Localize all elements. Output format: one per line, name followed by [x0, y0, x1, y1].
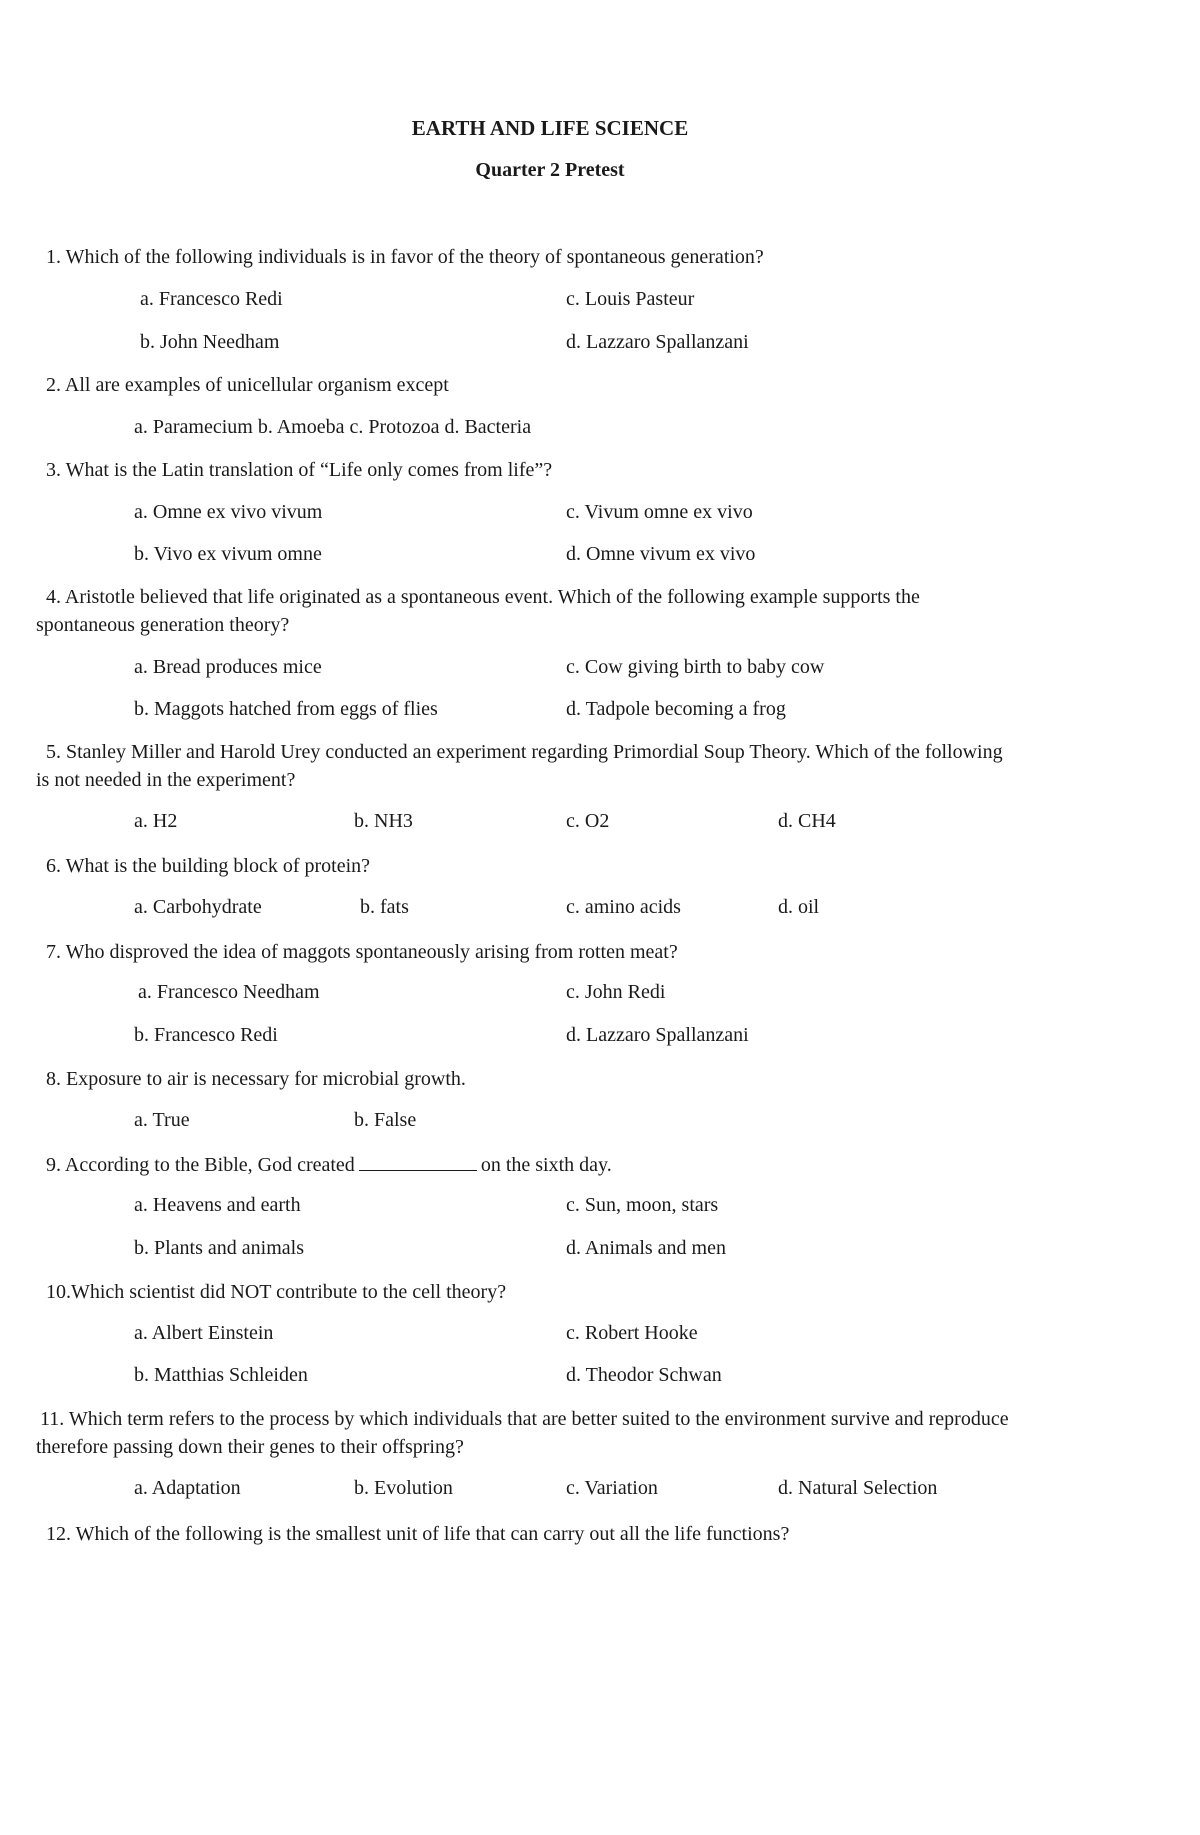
- document-title: EARTH AND LIFE SCIENCE: [411, 116, 689, 140]
- question-1-option-c: c. Louis Pasteur: [566, 288, 695, 310]
- question-1-option-a: a. Francesco Redi: [140, 288, 283, 310]
- question-5-option-d: d. CH4: [778, 810, 836, 832]
- question-7-option-a: a. Francesco Needham: [138, 981, 320, 1003]
- question-9-option-c: c. Sun, moon, stars: [566, 1194, 719, 1216]
- question-4-option-d: d. Tadpole becoming a frog: [566, 698, 786, 720]
- question-12: 12. Which of the following is the smallest unit of life that can carry out all the life functions?: [46, 1523, 790, 1545]
- question-5: 5. Stanley Miller and Harold Urey conducted an experiment regarding Primordial Soup Theory. Which of the following is not needed in the experiment?: [36, 741, 1008, 791]
- question-3-option-c: c. Vivum omne ex vivo: [566, 501, 753, 523]
- answer-blank: [359, 1152, 477, 1171]
- question-6: 6. What is the building block of protein?: [46, 855, 371, 877]
- question-11-option-d: d. Natural Selection: [778, 1477, 938, 1499]
- document-subtitle: Quarter 2 Pretest: [475, 159, 625, 181]
- question-10-option-a: a. Albert Einstein: [134, 1322, 274, 1344]
- question-3-option-d: d. Omne vivum ex vivo: [566, 543, 756, 565]
- question-6-option-d: d. oil: [778, 896, 820, 918]
- question-4-option-a: a. Bread produces mice: [134, 656, 322, 678]
- question-4: 4. Aristotle believed that life originated as a spontaneous event. Which of the following example supports the spontaneous generation theory?: [36, 586, 925, 636]
- question-1: 1. Which of the following individuals is in favor of the theory of spontaneous generation?: [46, 246, 764, 268]
- question-9: 9. According to the Bible, God created on the sixth day.: [46, 1154, 612, 1176]
- question-6-option-c: c. amino acids: [566, 896, 681, 918]
- question-5-option-b: b. NH3: [354, 810, 413, 832]
- question-9-option-a: a. Heavens and earth: [134, 1194, 301, 1216]
- question-7-option-c: c. John Redi: [566, 981, 666, 1003]
- question-3-option-b: b. Vivo ex vivum omne: [134, 543, 322, 565]
- question-9-option-d: d. Animals and men: [566, 1237, 726, 1259]
- question-8-option-b: b. False: [354, 1109, 417, 1131]
- question-6-option-a: a. Carbohydrate: [134, 896, 262, 918]
- question-8: 8. Exposure to air is necessary for microbial growth.: [46, 1068, 466, 1090]
- question-9-option-b: b. Plants and animals: [134, 1237, 304, 1259]
- question-11-option-a: a. Adaptation: [134, 1477, 241, 1499]
- question-11-option-b: b. Evolution: [354, 1477, 453, 1499]
- question-2-options: a. Paramecium b. Amoeba c. Protozoa d. Bacteria: [134, 416, 532, 438]
- question-7-option-d: d. Lazzaro Spallanzani: [566, 1024, 749, 1046]
- question-6-option-b: b. fats: [360, 896, 409, 918]
- question-10-option-b: b. Matthias Schleiden: [134, 1364, 308, 1386]
- question-10-option-c: c. Robert Hooke: [566, 1322, 698, 1344]
- question-7-option-b: b. Francesco Redi: [134, 1024, 278, 1046]
- question-11: 11. Which term refers to the process by which individuals that are better suited to the environment survive and reproduce therefore passing down their genes to their offspring?: [36, 1408, 1014, 1458]
- question-4-option-b: b. Maggots hatched from eggs of flies: [134, 698, 438, 720]
- question-3-option-a: a. Omne ex vivo vivum: [134, 501, 323, 523]
- question-2: 2. All are examples of unicellular organism except: [46, 374, 449, 396]
- question-5-option-a: a. H2: [134, 810, 178, 832]
- question-8-option-a: a. True: [134, 1109, 190, 1131]
- question-5-option-c: c. O2: [566, 810, 610, 832]
- question-1-option-b: b. John Needham: [140, 331, 280, 353]
- question-3: 3. What is the Latin translation of “Life only comes from life”?: [46, 459, 553, 481]
- question-10: 10.Which scientist did NOT contribute to the cell theory?: [46, 1281, 507, 1303]
- question-1-option-d: d. Lazzaro Spallanzani: [566, 331, 749, 353]
- question-10-option-d: d. Theodor Schwan: [566, 1364, 722, 1386]
- question-4-option-c: c. Cow giving birth to baby cow: [566, 656, 825, 678]
- question-7: 7. Who disproved the idea of maggots spontaneously arising from rotten meat?: [46, 941, 678, 963]
- question-11-option-c: c. Variation: [566, 1477, 658, 1499]
